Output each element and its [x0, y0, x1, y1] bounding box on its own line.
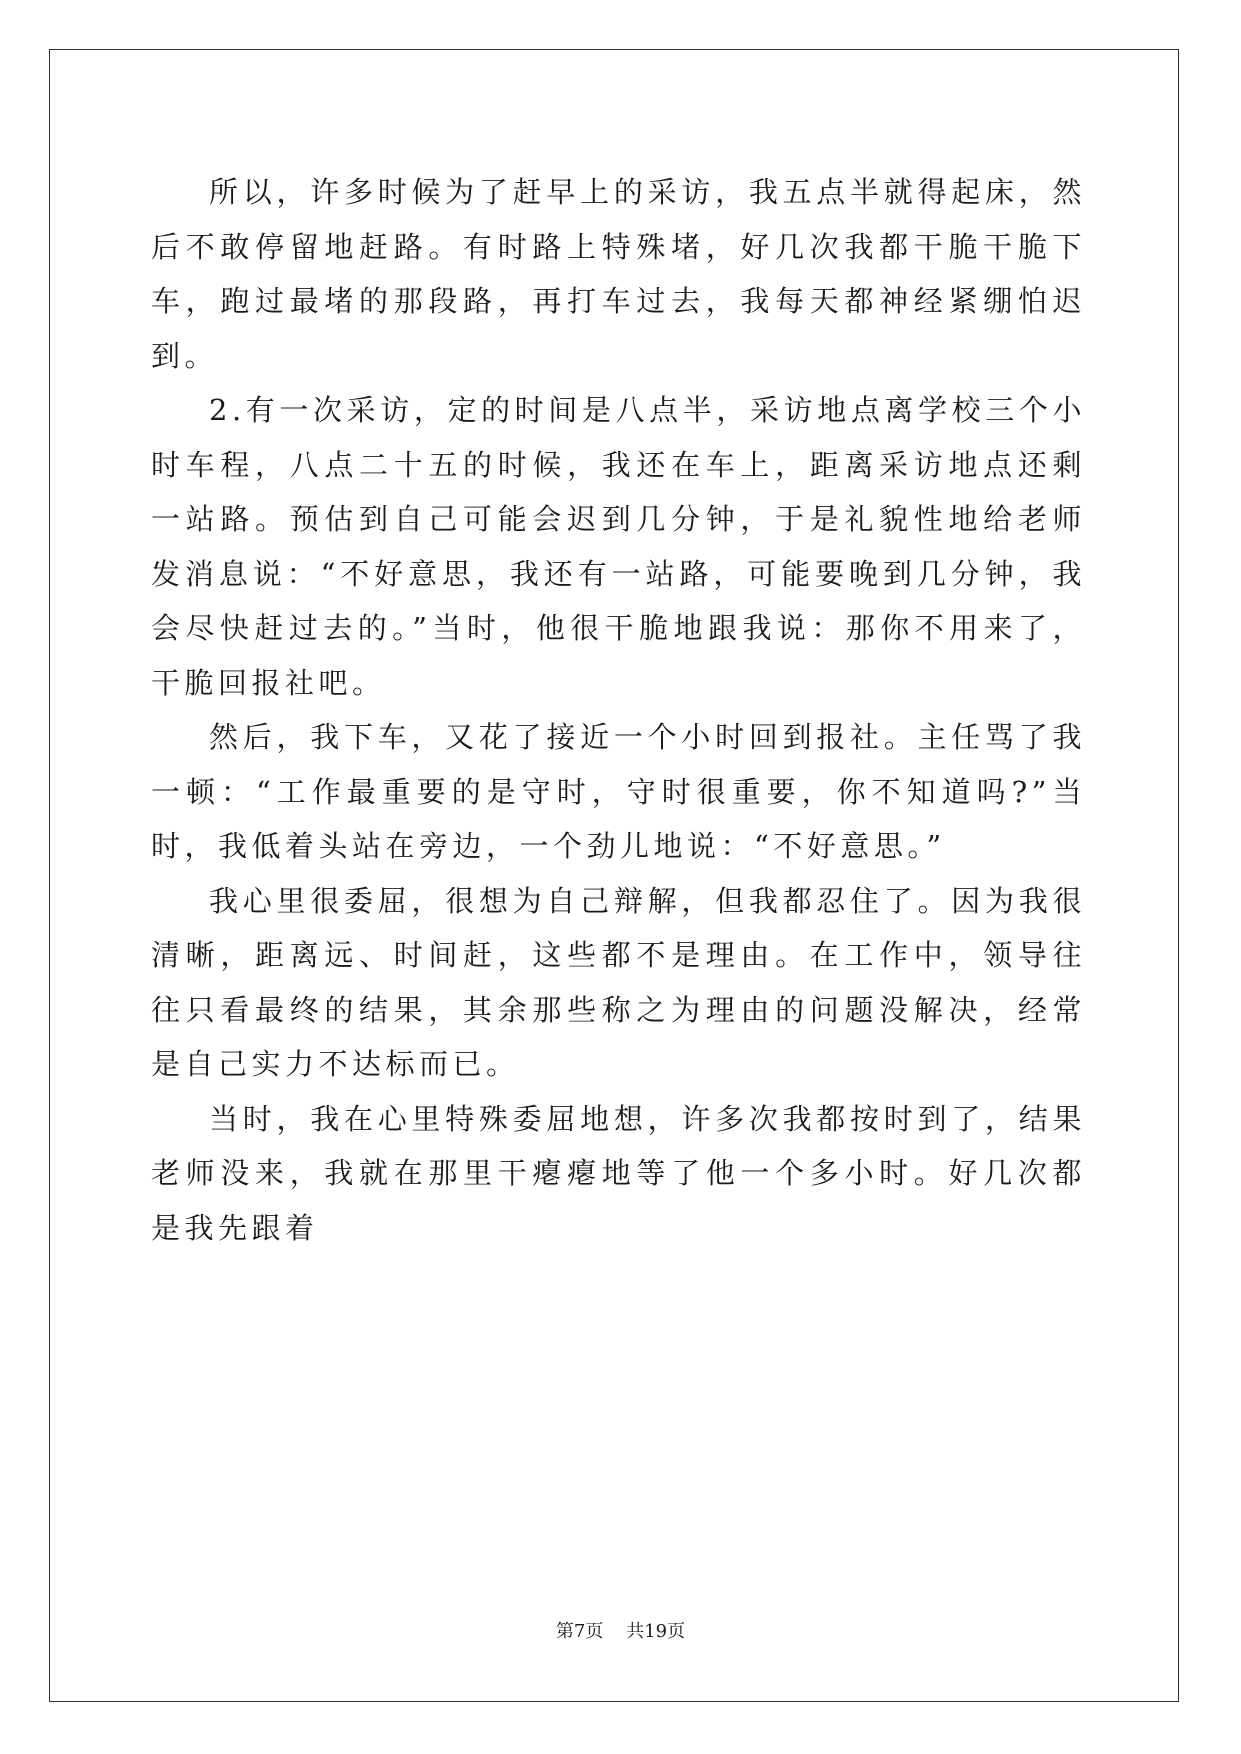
paragraph-2: 2.有一次采访，定的时间是八点半，采访地点离学校三个小时车程，八点二十五的时候，我还在车上，距离采访地点还剩一站路。预估到自己可能会迟到几分钟，于是礼貌性地给老师发消息说：“不好意思，我还有一站路，可能要晚到几分钟，我会尽快赶过去的。”当时，他很干脆地跟我说：那你不用来了，干脆回报社吧。: [151, 393, 1086, 700]
document-body: [151, 165, 1086, 1255]
paragraph-1: 所以，许多时候为了赶早上的采访，我五点半就得起床，然后不敢停留地赶路。有时路上特殊堵，好几次我都干脆干脆下车，跑过最堵的那段路，再打车过去，我每天都神经紧绷怕迟到。: [151, 175, 1086, 373]
page-total: 共19页: [626, 1621, 686, 1642]
paragraph-3: 然后，我下车，又花了接近一个小时回到报社。主任骂了我一顿：“工作最重要的是守时，守时很重要，你不知道吗?”当时，我低着头站在旁边，一个劲儿地说：“不好意思。”: [151, 720, 1086, 863]
page-footer: [0, 1617, 1241, 1643]
paragraph-5: 当时，我在心里特殊委屈地想，许多次我都按时到了，结果老师没来，我就在那里干瘪瘪地等了他一个多小时。好几次都是我先跟着: [151, 1101, 1086, 1245]
paragraph-4: 我心里很委屈，很想为自己辩解，但我都忍住了。因为我很清晰，距离远、时间赶，这些都不是理由。在工作中，领导往往只看最终的结果，其余那些称之为理由的问题没解决，经常是自己实力不达标而已。: [151, 883, 1086, 1081]
page-number: 第7页: [555, 1621, 604, 1642]
